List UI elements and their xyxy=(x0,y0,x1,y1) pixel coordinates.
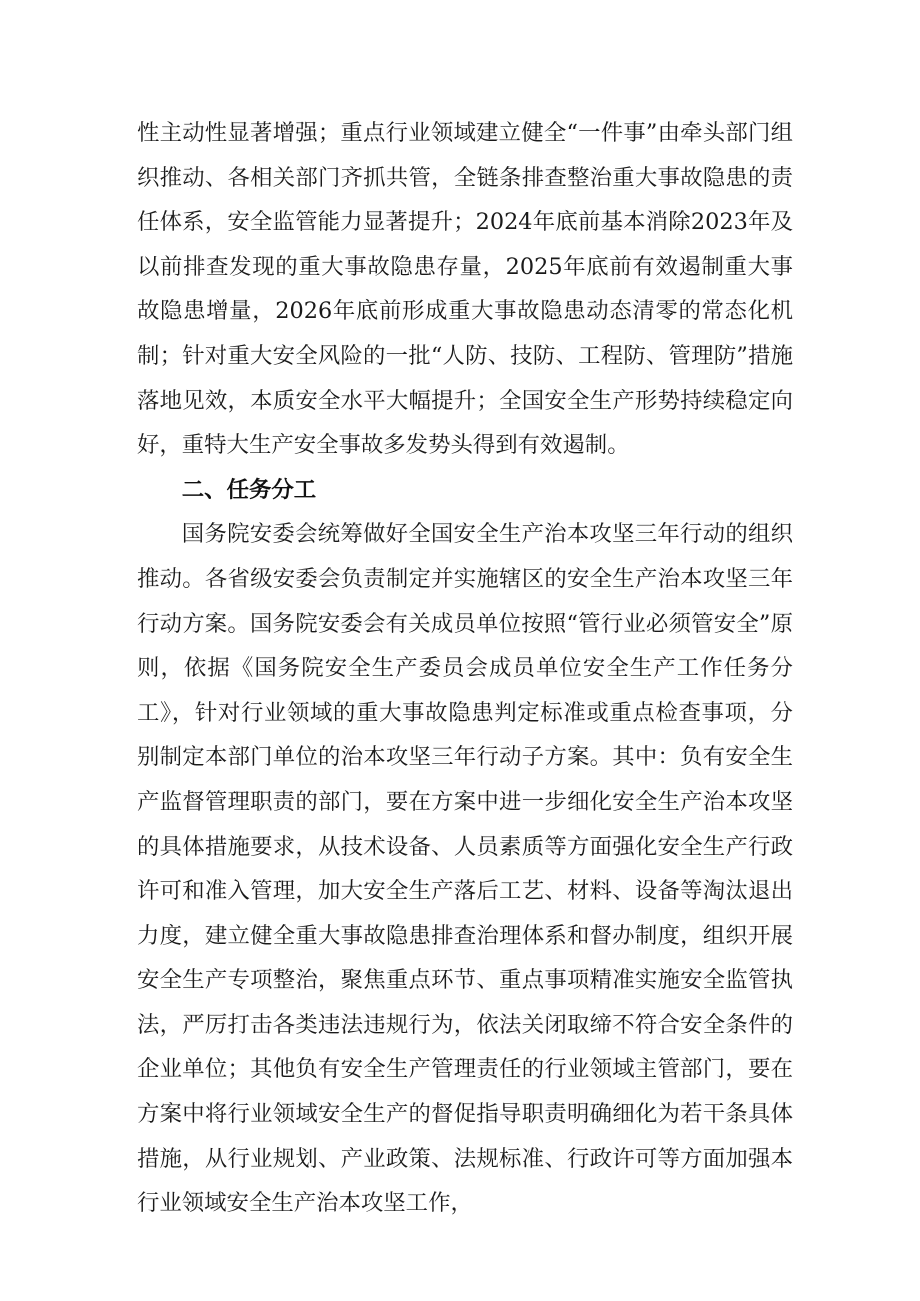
document-body xyxy=(137,111,793,1226)
section-heading: 二、任务分工 xyxy=(181,476,317,503)
paragraph-task-division: 国务院安委会统筹做好全国安全生产治本攻坚三年行动的组织推动。各省级安委会负责制定并实施辖区的安全生产治本攻坚三年行动方案。国务院安委会有关成员单位按照“管行业必须管安全”原则，依据《国务院安全生产委员会成员单位安全生产工作任务分工》，针对行业领域的重大事故隐患判定标准或重点检查事项，分别制定本部门单位的治本攻坚三年行动子方案。其中：负有安全生产监督管理职责的部门，要在方案中进一步细化安全生产治本攻坚的具体措施要求，从技术设备、人员素质等方面强化安全生产行政许可和准入管理，加大安全生产落后工艺、材料、设备等淘汰退出力度，建立健全重大事故隐患排查治理体系和督办制度，组织开展安全生产专项整治，聚焦重点环节、重点事项精准实施安全监管执法，严厉打击各类违法违规行为，依法关闭取缔不符合安全条件的企业单位；其他负有安全生产管理责任的行业领域主管部门，要在方案中将行业领域安全生产的督促指导职责明确细化为若干条具体措施，从行业规划、产业政策、法规标准、行政许可等方面加强本行业领域安全生产治本攻坚工作， xyxy=(137,521,793,1217)
paragraph-continued: 性主动性显著增强；重点行业领域建立健全“一件事”由牵头部门组织推动、各相关部门齐抓共管，全链条排查整治重大事故隐患的责任体系，安全监管能力显著提升；2024年底前基本消除2023年及以前排查发现的重大事故隐患存量，2025年底前有效遏制重大事故隐患增量，2026年底前形成重大事故隐患动态清零的常态化机制；针对重大安全风险的一批“人防、技防、工程防、管理防”措施落地见效，本质安全水平大幅提升；全国安全生产形势持续稳定向好，重特大生产安全事故多发势头得到有效遏制。 xyxy=(137,120,793,459)
